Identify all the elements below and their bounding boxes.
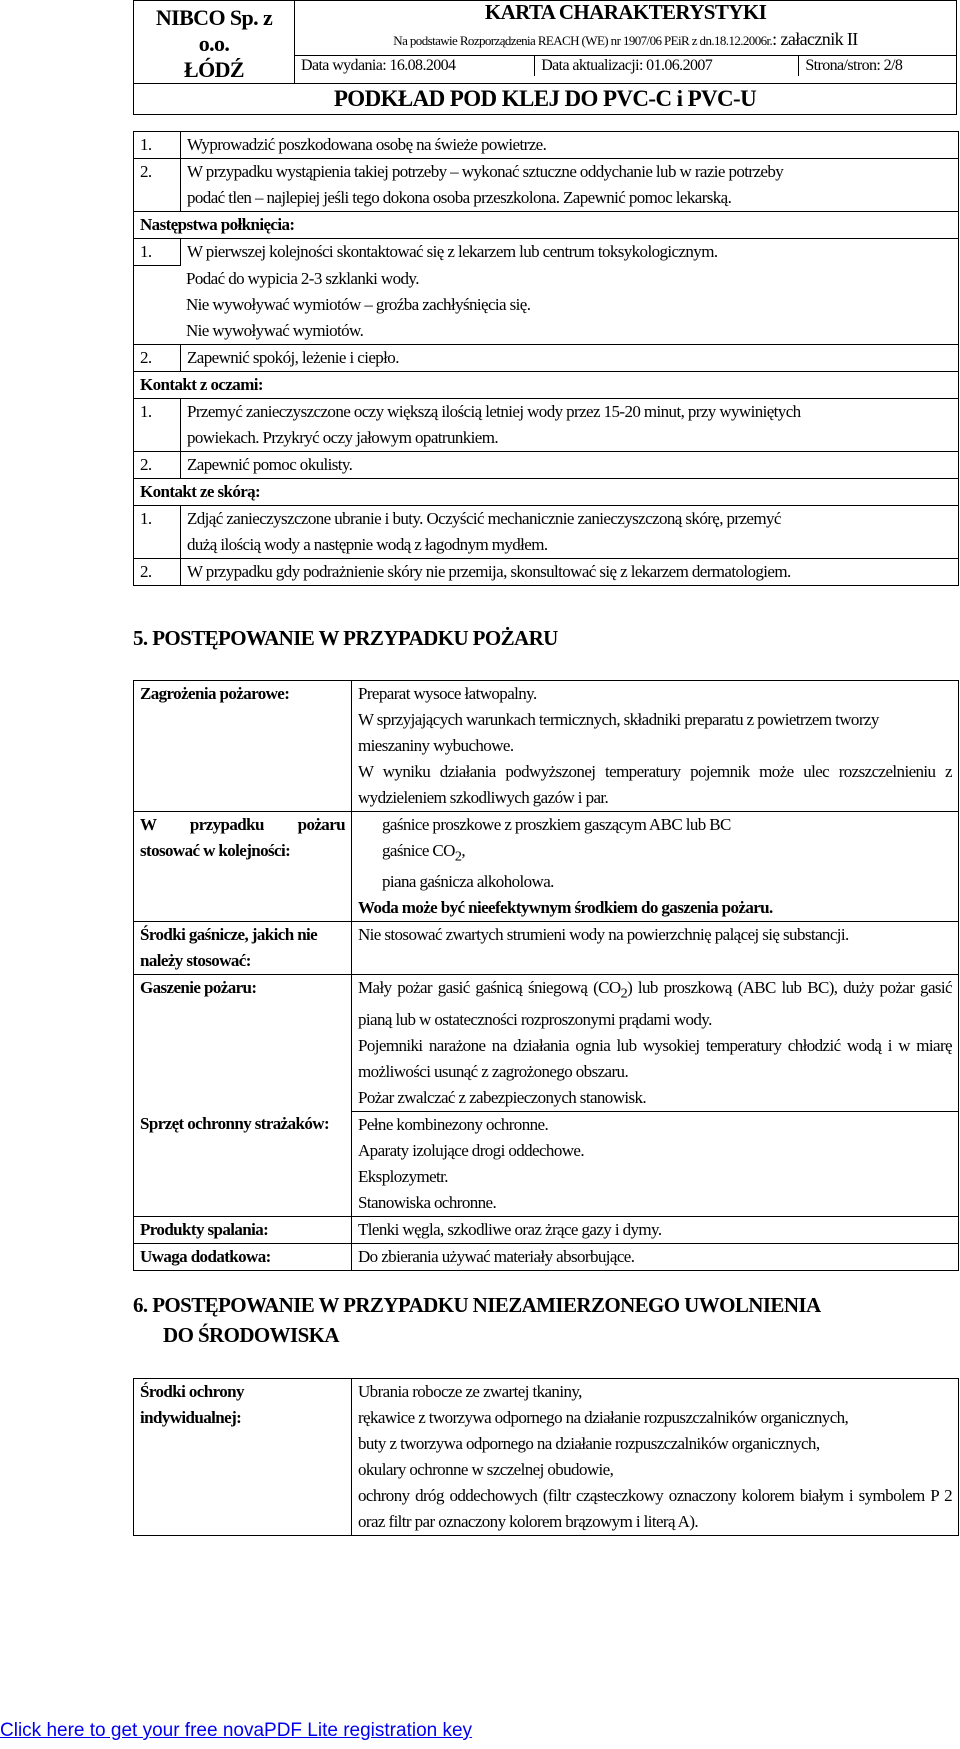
ingestion-item: Podać do wypicia 2-3 szklanki wody. [134,266,959,293]
fire-table [133,680,959,1271]
ingestion-item: Nie wywoływać wymiotów – groźba zachłyśnięcia się. [134,292,959,318]
doc-title: KARTA CHARAKTERYSTYKI [295,1,957,31]
fire-hazards-label: Zagrożenia pożarowe: [134,681,352,812]
first-aid-item: W przypadku wystąpienia takiej potrzeby – wykonać sztuczne oddychanie lub w razie potrzeby podać tlen – najlepiej jeśli tego dokona osoba przeszkolona. Zapewnić pomoc lekarską. [181,159,959,212]
issue-date: Data wydania: 16.08.2004 [295,56,535,76]
legal-basis: Na podstawie Rozporządzenia REACH (WE) nr 1907/06 PEiR z dn.18.12.2006r.: załacznik II [295,31,957,56]
update-date: Data aktualizacji: 01.06.2007 [535,56,799,76]
additional-note-label: Uwaga dodatkowa: [134,1243,352,1270]
personal-protection-label: Środki ochrony indywidualnej: [134,1379,352,1536]
skin-item: Zdjąć zanieczyszczone ubranie i buty. Oczyścić mechanicznie zanieczyszczoną skórę, przemyć dużą ilością wody a następnie wodą z łagodnym mydłem. [181,506,959,559]
page-info: Strona/stron: 2/8 [805,56,903,74]
novapdf-registration-link[interactable]: Click here to get your free novaPDF Lite registration key [0,1720,473,1741]
company-name: NIBCO Sp. z o.o. ŁÓDŹ [134,1,295,84]
section-6-title: 6. POSTĘPOWANIE W PRZYPADKU NIEZAMIERZONEGO UWOLNIENIA DO ŚRODOWISKA [133,1293,821,1347]
ingestion-item: W pierwszej kolejności skontaktować się z lekarzem lub centrum toksykologicznym. [181,239,959,266]
eyes-item: Zapewnić pomoc okulisty. [181,452,959,479]
personal-protection-text: Ubrania robocze ze zwartej tkaniny, rękawice z tworzywa odpornego na działanie rozpuszczalników organicznych, buty z tworzywa odpornego na działanie rozpuszczalników organicznych, okulary ochronne w szczelnej obudowie, ochrony dróg oddechowych (filtr cząsteczkowy oznaczony kolorem białym i symbolem P 2 oraz filtr par oznaczony kolorem brązowym i literą A). [352,1379,959,1536]
extinguishing-order-text: gaśnice proszkowe z proszkiem gaszącym ABC lub BC gaśnice $CO_2$, piana gaśnicza alkoholowa. Woda może być nieefektywnym środkiem do gaszenia pożaru. [352,812,959,922]
ingestion-item: Nie wywoływać wymiotów. [134,318,959,345]
product-name: PODKŁAD POD KLEJ DO PVC-C i PVC-U [134,84,957,115]
unsuitable-media-text: Nie stosować zwartych strumieni wody na powierzchnię palącej się substancji. [352,922,959,975]
skin-title: Kontakt ze skórą: [134,479,959,506]
firefighter-equipment-label: Sprzęt ochronny strażaków: [134,1111,352,1216]
ingestion-title: Następstwa połknięcia: [134,212,959,239]
firefighter-equipment-text: Pełne kombinezony ochronne. Aparaty izolujące drogi oddechowe. Eksplozymetr. Stanowiska ochronne. [352,1111,959,1216]
first-aid-item: Wyprowadzić poszkodowana osobę na świeże powietrze. [181,132,959,159]
fire-hazards-text: Preparat wysoce łatwopalny. W sprzyjających warunkach termicznych, składniki preparatu z powietrzem tworzy mieszaniny wybuchowe. W wyniku działania podwyższonej temperatury pojemnik może ulec rozszczelnieniu z wydzieleniem szkodliwych gazów i par. [352,681,959,812]
unsuitable-media-label: Środki gaśnicze, jakich nie należy stosować: [134,922,352,975]
firefighting-label: Gaszenie pożaru: [134,975,352,1111]
document-header [133,0,957,115]
eyes-title: Kontakt z oczami: [134,372,959,399]
section-5-title: 5. POSTĘPOWANIE W PRZYPADKU POŻARU [133,626,558,650]
ingestion-item: Zapewnić spokój, leżenie i ciepło. [181,345,959,372]
dates-row [295,55,957,83]
release-table [133,1378,959,1536]
skin-item: W przypadku gdy podrażnienie skóry nie przemija, skonsultować się z lekarzem dermatologiem. [181,559,959,586]
combustion-products-label: Produkty spalania: [134,1216,352,1243]
eyes-item: Przemyć zanieczyszczone oczy większą ilością letniej wody przez 15-20 minut, przy wywiniętych powiekach. Przykryć oczy jałowym opatrunkiem. [181,399,959,452]
combustion-products-text: Tlenki węgla, szkodliwe oraz żrące gazy i dymy. [352,1216,959,1243]
extinguishing-order-label: W przypadku pożaru stosować w kolejności: [134,812,352,922]
additional-note-text: Do zbierania używać materiały absorbujące. [352,1243,959,1270]
firefighting-text: Mały pożar gasić gaśnicą śniegową $(CO_2)$ lub proszkową (ABC lub BC), duży pożar gasić pianą lub w ostateczności rozproszonymi prądami wody. Pojemniki narażone na działania ognia lub wysokiej temperatury chłodzić wodą i w miarę możliwości usunąć z zagrożonego obszaru. Pożar zwalczać z zabezpieczonych stanowisk. [352,975,959,1111]
first-aid-table: 1. Wyprowadzić poszkodowana osobę na świeże powietrze. 2. W przypadku wystąpienia takiej potrzeby – wykonać sztuczne oddychanie lub w razie potrzeby podać tlen – najlepiej jeśli tego dokona osoba przeszkolona. Zapewnić pomoc lekarską. Następstwa połknięcia: 1. W pierwszej kolejności skontaktować się z lekarzem lub centrum toksykologicznym. Podać do wypicia 2-3 szklanki wody. Nie wywoływać wymiotów – groźba zachłyśnięcia się. Nie wywoływać wymiotów. 2. Zapewnić spokój, leżenie i ciepło. Kontakt z oczami: 1. Przemyć zanieczyszczone oczy większą ilością letniej wody przez 15-20 minut, przy wywiniętych powiekach. Przykryć oczy jałowym opatrunkiem. 2. Zapewnić pomoc okulisty. Kontakt ze skórą: 1. Zdjąć zanieczyszczone ubranie i buty. Oczyścić mechanicznie zanieczyszczoną skórę, przemyć dużą ilością wody a następnie wodą z łagodnym mydłem. 2. W przypadku gdy podrażnienie skóry nie przemija, skonsultować się z lekarzem dermatologiem. [133,131,959,586]
